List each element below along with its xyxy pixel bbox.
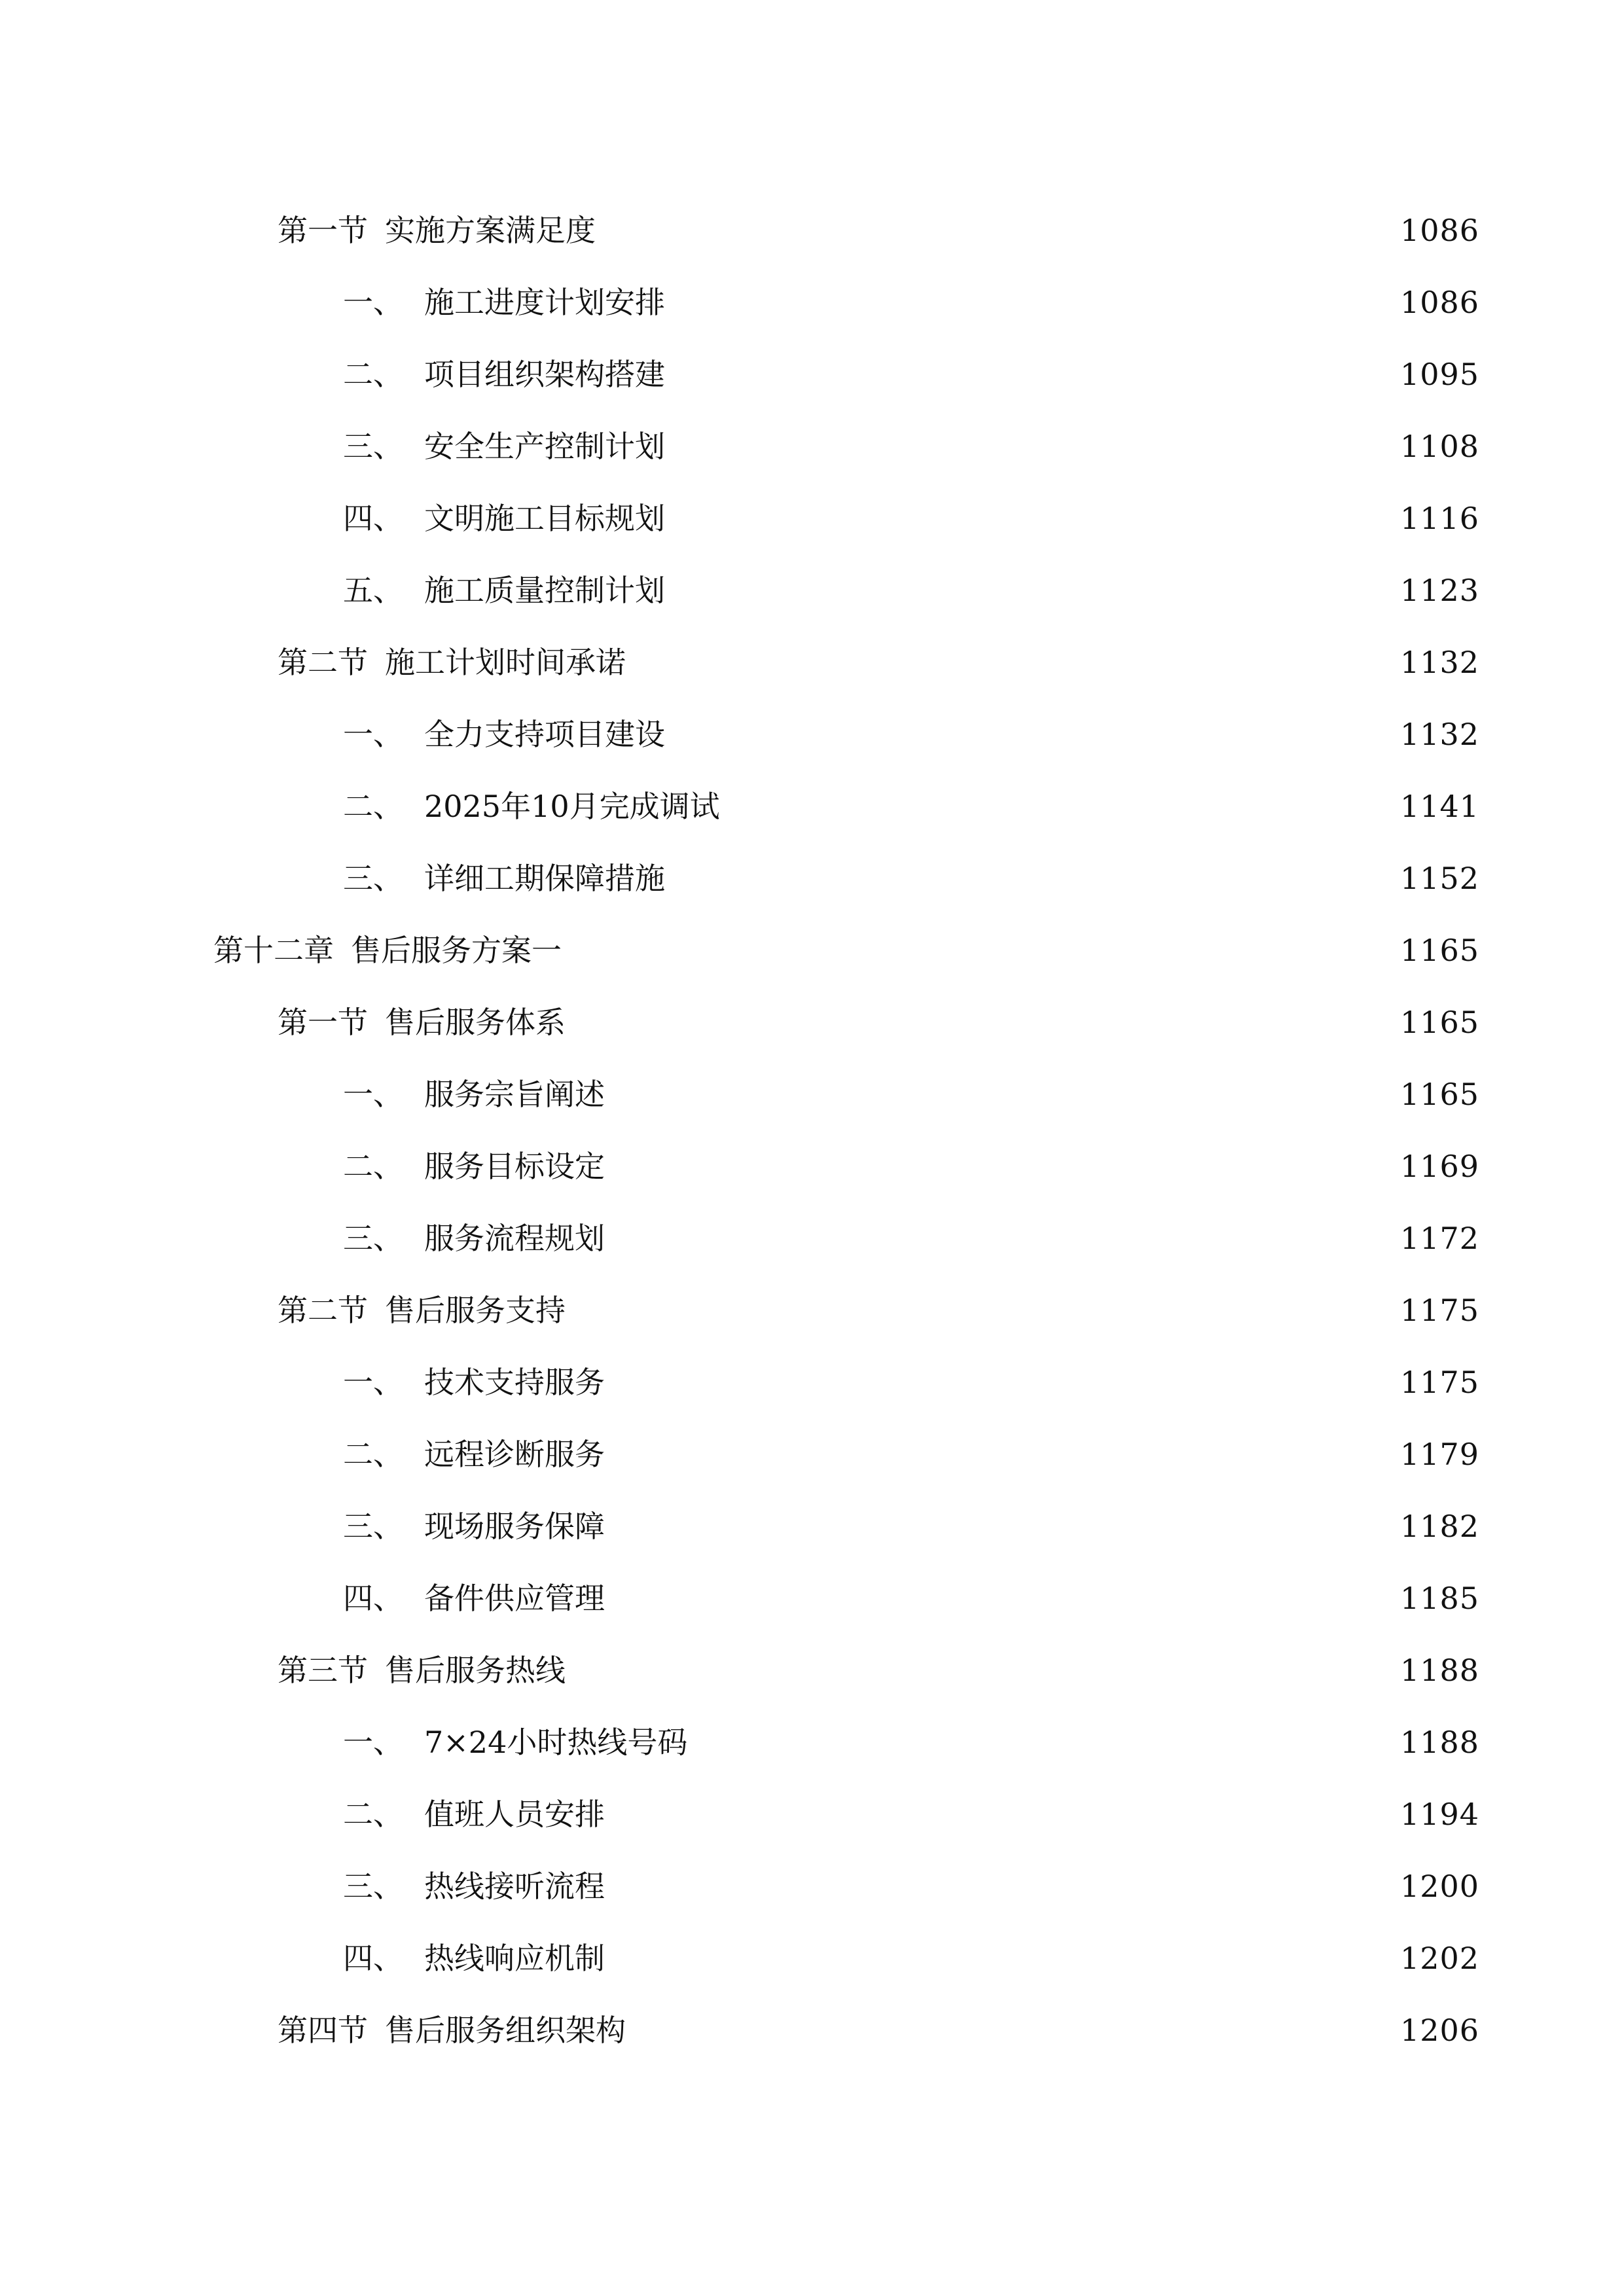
toc-entry[interactable] <box>0 1850 1624 1922</box>
page-number: 1182 <box>1400 1509 1480 1544</box>
toc-entry[interactable] <box>0 1562 1624 1634</box>
entry-marker: 第一节 <box>278 1005 368 1040</box>
entry-marker: 一、 <box>343 717 403 752</box>
toc-entry[interactable] <box>0 1202 1624 1274</box>
entry-marker: 第十二章 <box>213 933 334 968</box>
toc-entry[interactable] <box>0 842 1624 914</box>
toc-entry[interactable] <box>0 1706 1624 1778</box>
page-number: 1086 <box>1400 213 1480 248</box>
page-number: 1175 <box>1400 1365 1480 1400</box>
entry-title: 热线响应机制 <box>424 1941 605 1976</box>
entry-title: 2025年10月完成调试 <box>424 789 720 824</box>
table-of-contents <box>0 194 1624 2066</box>
entry-title: 全力支持项目建设 <box>424 717 665 752</box>
entry-marker: 三、 <box>343 1869 403 1904</box>
entry-title: 安全生产控制计划 <box>424 429 665 464</box>
toc-entry[interactable] <box>0 1634 1624 1706</box>
entry-title: 值班人员安排 <box>424 1797 605 1832</box>
dot-leader <box>631 2015 1387 2045</box>
page-number: 1165 <box>1400 1005 1480 1040</box>
entry-title: 服务宗旨阐述 <box>424 1077 605 1112</box>
entry-marker: 一、 <box>343 1077 403 1112</box>
entry-title: 服务流程规划 <box>424 1221 605 1256</box>
entry-marker: 四、 <box>343 501 403 536</box>
dot-leader <box>610 1223 1387 1253</box>
entry-title: 7×24小时热线号码 <box>424 1725 688 1760</box>
dot-leader <box>610 1871 1387 1901</box>
entry-title: 远程诊断服务 <box>424 1437 605 1472</box>
page-number: 1188 <box>1400 1653 1480 1688</box>
dot-leader <box>670 863 1387 893</box>
dot-leader <box>610 1511 1387 1541</box>
page-number: 1185 <box>1400 1581 1480 1616</box>
page-number: 1175 <box>1400 1293 1480 1328</box>
entry-marker: 四、 <box>343 1941 403 1976</box>
toc-entry[interactable] <box>0 410 1624 482</box>
dot-leader <box>610 1079 1387 1109</box>
dot-leader <box>610 1799 1387 1829</box>
page-number: 1132 <box>1400 645 1480 680</box>
toc-entry[interactable] <box>0 1058 1624 1130</box>
page-number: 1188 <box>1400 1725 1480 1760</box>
dot-leader <box>670 503 1387 533</box>
dot-leader <box>610 1439 1387 1469</box>
entry-title: 热线接听流程 <box>424 1869 605 1904</box>
entry-title: 施工进度计划安排 <box>424 285 665 320</box>
toc-entry[interactable] <box>0 1130 1624 1202</box>
entry-title: 施工质量控制计划 <box>424 573 665 608</box>
entry-title: 备件供应管理 <box>424 1581 605 1616</box>
dot-leader <box>670 575 1387 605</box>
toc-entry[interactable] <box>0 698 1624 770</box>
dot-leader <box>571 1295 1387 1325</box>
toc-entry[interactable] <box>0 194 1624 266</box>
page-number: 1165 <box>1400 1077 1480 1112</box>
toc-entry[interactable] <box>0 986 1624 1058</box>
entry-title: 项目组织架构搭建 <box>424 357 665 392</box>
page-number: 1206 <box>1400 2013 1480 2048</box>
dot-leader <box>670 719 1387 749</box>
dot-leader <box>571 1007 1387 1037</box>
entry-marker: 第一节 <box>278 213 368 248</box>
entry-title: 售后服务组织架构 <box>385 2013 626 2048</box>
entry-marker: 一、 <box>343 285 403 320</box>
entry-marker: 二、 <box>343 1797 403 1832</box>
toc-entry[interactable] <box>0 1922 1624 1994</box>
toc-entry[interactable] <box>0 1418 1624 1490</box>
entry-title: 现场服务保障 <box>424 1509 605 1544</box>
dot-leader <box>670 359 1387 389</box>
entry-title: 售后服务方案一 <box>351 933 562 968</box>
entry-title: 服务目标设定 <box>424 1149 605 1184</box>
entry-marker: 第三节 <box>278 1653 368 1688</box>
toc-entry[interactable] <box>0 482 1624 554</box>
page-number: 1200 <box>1400 1869 1480 1904</box>
dot-leader <box>567 935 1387 965</box>
entry-marker: 三、 <box>343 861 403 896</box>
entry-marker: 五、 <box>343 573 403 608</box>
page-number: 1165 <box>1400 933 1480 968</box>
entry-marker: 二、 <box>343 1437 403 1472</box>
entry-marker: 三、 <box>343 429 403 464</box>
toc-entry[interactable] <box>0 266 1624 338</box>
entry-marker: 二、 <box>343 789 403 824</box>
toc-entry[interactable] <box>0 1346 1624 1418</box>
page-number: 1169 <box>1400 1149 1480 1184</box>
page-number: 1194 <box>1400 1797 1480 1832</box>
page-number: 1179 <box>1400 1437 1480 1472</box>
toc-entry[interactable] <box>0 914 1624 986</box>
dot-leader <box>610 1367 1387 1397</box>
entry-title: 文明施工目标规划 <box>424 501 665 536</box>
page-number: 1172 <box>1400 1221 1480 1256</box>
page-number: 1202 <box>1400 1941 1480 1976</box>
entry-marker: 三、 <box>343 1221 403 1256</box>
dot-leader <box>670 431 1387 461</box>
entry-marker: 二、 <box>343 357 403 392</box>
entry-marker: 第二节 <box>278 1293 368 1328</box>
dot-leader <box>610 1583 1387 1613</box>
entry-marker: 二、 <box>343 1149 403 1184</box>
entry-title: 售后服务体系 <box>385 1005 566 1040</box>
dot-leader <box>610 1943 1387 1973</box>
page-number: 1132 <box>1400 717 1480 752</box>
toc-entry[interactable] <box>0 1778 1624 1850</box>
toc-entry[interactable] <box>0 1994 1624 2066</box>
dot-leader <box>670 287 1387 317</box>
dot-leader <box>693 1727 1387 1757</box>
toc-entry[interactable] <box>0 1490 1624 1562</box>
entry-title: 施工计划时间承诺 <box>385 645 626 680</box>
page-number: 1108 <box>1400 429 1480 464</box>
page-number: 1116 <box>1400 501 1480 536</box>
dot-leader <box>631 647 1387 677</box>
dot-leader <box>610 1151 1387 1181</box>
entry-title: 实施方案满足度 <box>385 213 596 248</box>
dot-leader <box>571 1655 1387 1685</box>
dot-leader <box>725 791 1387 821</box>
page-number: 1141 <box>1400 789 1480 824</box>
entry-title: 售后服务支持 <box>385 1293 566 1328</box>
entry-marker: 一、 <box>343 1725 403 1760</box>
entry-title: 技术支持服务 <box>424 1365 605 1400</box>
toc-entry[interactable] <box>0 554 1624 626</box>
dot-leader <box>601 215 1387 245</box>
entry-marker: 一、 <box>343 1365 403 1400</box>
toc-entry[interactable] <box>0 626 1624 698</box>
entry-title: 详细工期保障措施 <box>424 861 665 896</box>
entry-title: 售后服务热线 <box>385 1653 566 1688</box>
entry-marker: 第四节 <box>278 2013 368 2048</box>
toc-entry[interactable] <box>0 770 1624 842</box>
entry-marker: 三、 <box>343 1509 403 1544</box>
entry-marker: 第二节 <box>278 645 368 680</box>
page-number: 1086 <box>1400 285 1480 320</box>
page-number: 1095 <box>1400 357 1480 392</box>
toc-entry[interactable] <box>0 1274 1624 1346</box>
page-number: 1123 <box>1400 573 1480 608</box>
entry-marker: 四、 <box>343 1581 403 1616</box>
page-number: 1152 <box>1400 861 1480 896</box>
toc-entry[interactable] <box>0 338 1624 410</box>
